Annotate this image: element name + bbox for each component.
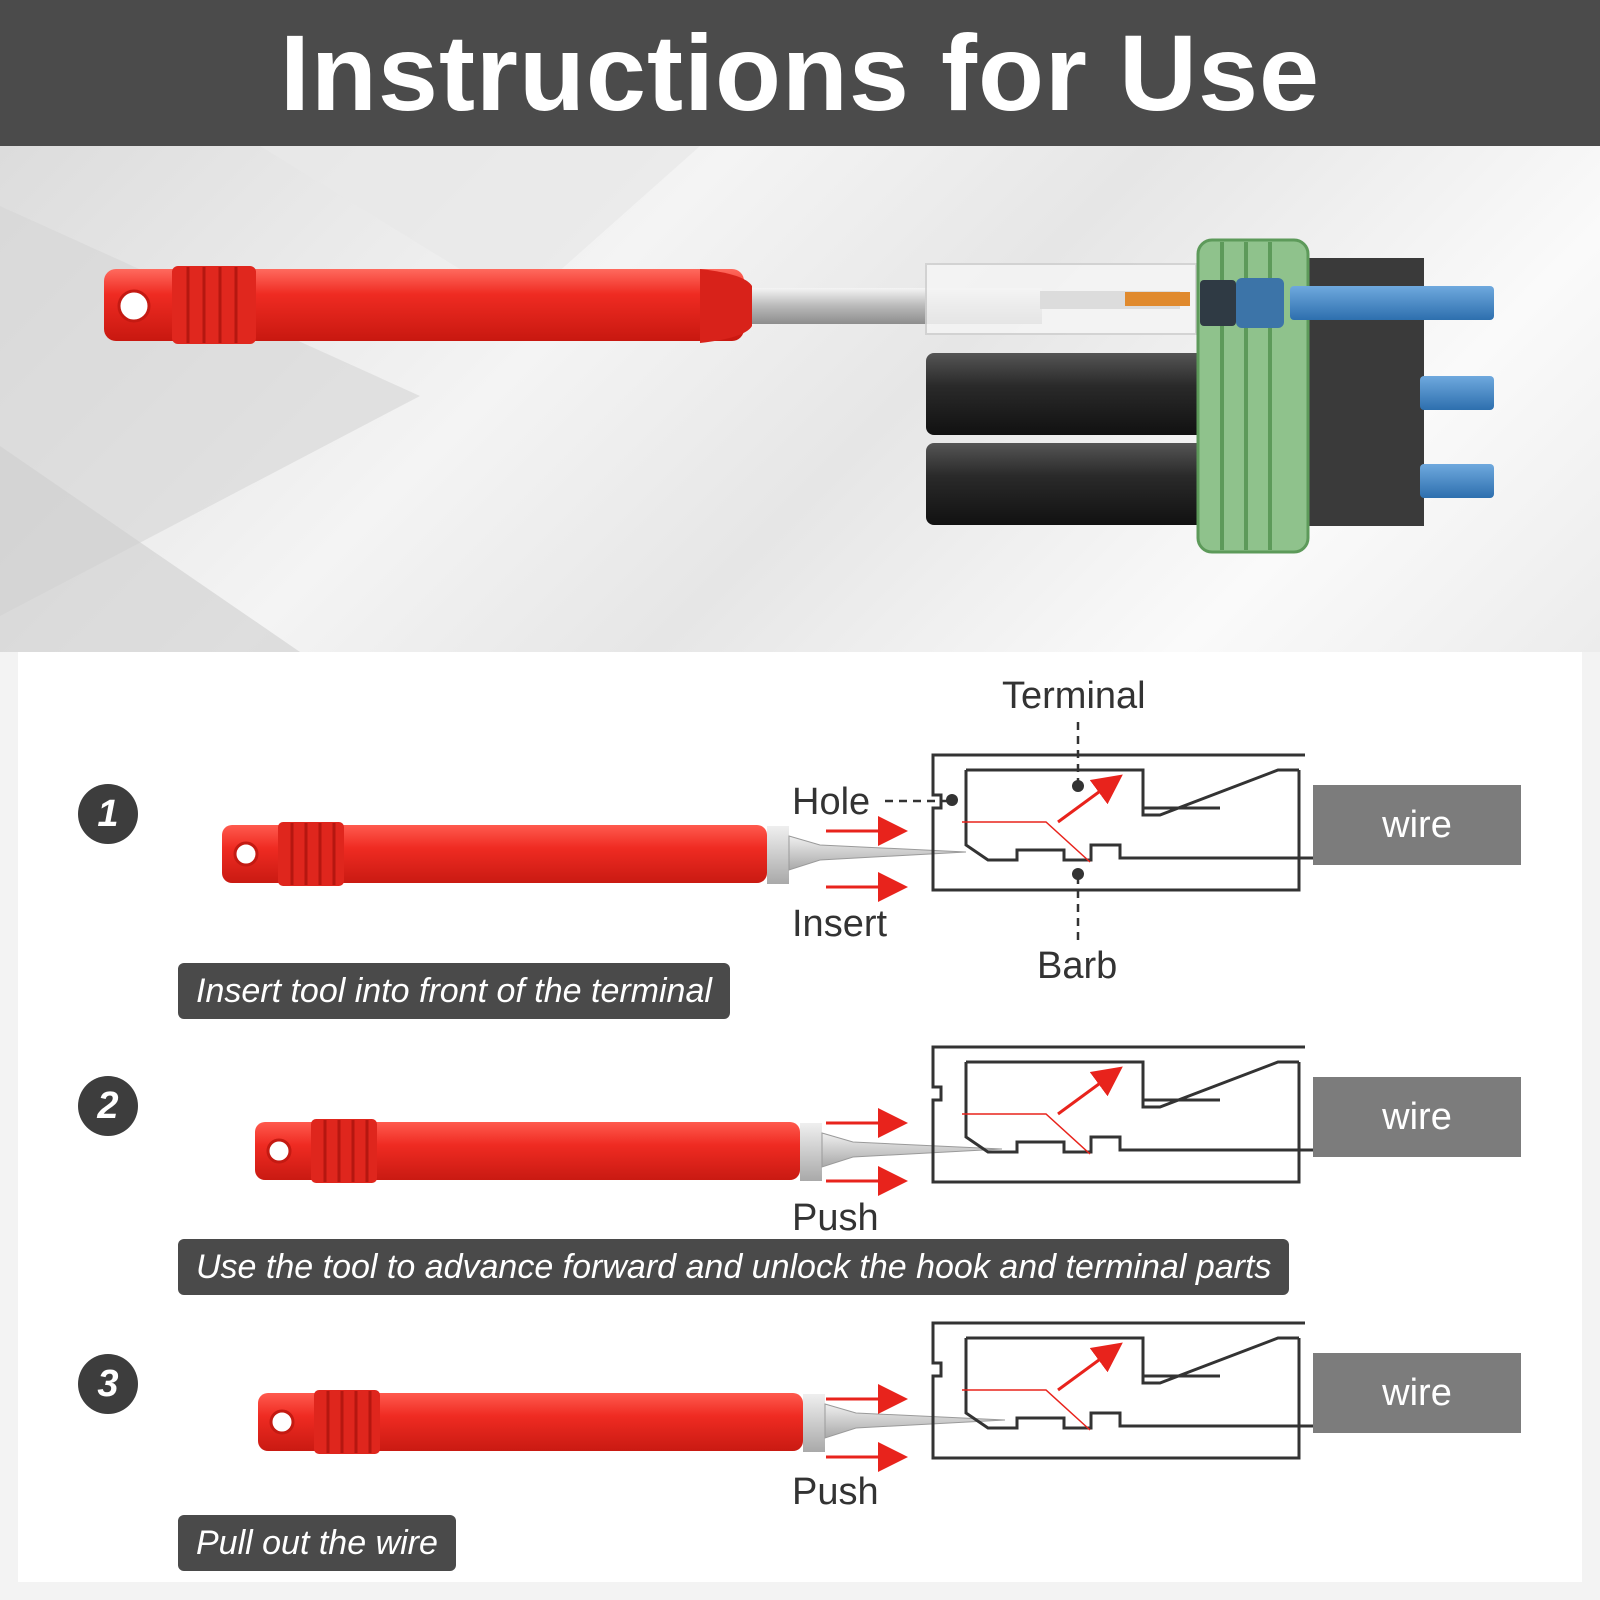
- step-1-badge: 1: [78, 784, 138, 844]
- wire-box-step3: wire: [1313, 1353, 1521, 1433]
- unlock-arrows: [1058, 778, 1118, 1390]
- page-title: Instructions for Use: [279, 12, 1321, 133]
- step-2-badge: 2: [78, 1076, 138, 1136]
- barb-label: Barb: [1037, 945, 1118, 987]
- step-2-caption: Use the tool to advance forward and unlock the hook and terminal parts: [178, 1239, 1289, 1295]
- terminal-label: Terminal: [1002, 675, 1146, 717]
- step-1-caption: Insert tool into front of the terminal: [178, 963, 730, 1019]
- step-3-badge: 3: [78, 1354, 138, 1414]
- wire-box-step2: wire: [1313, 1077, 1521, 1157]
- hole-label: Hole: [792, 781, 871, 823]
- push-label-step2: Push: [792, 1197, 879, 1239]
- step2-tool: [255, 1119, 1002, 1183]
- insert-label: Insert: [792, 903, 888, 945]
- step-3-caption: Pull out the wire: [178, 1515, 456, 1571]
- push-label-step3: Push: [792, 1471, 879, 1513]
- wire-box-step1: wire: [1313, 785, 1521, 865]
